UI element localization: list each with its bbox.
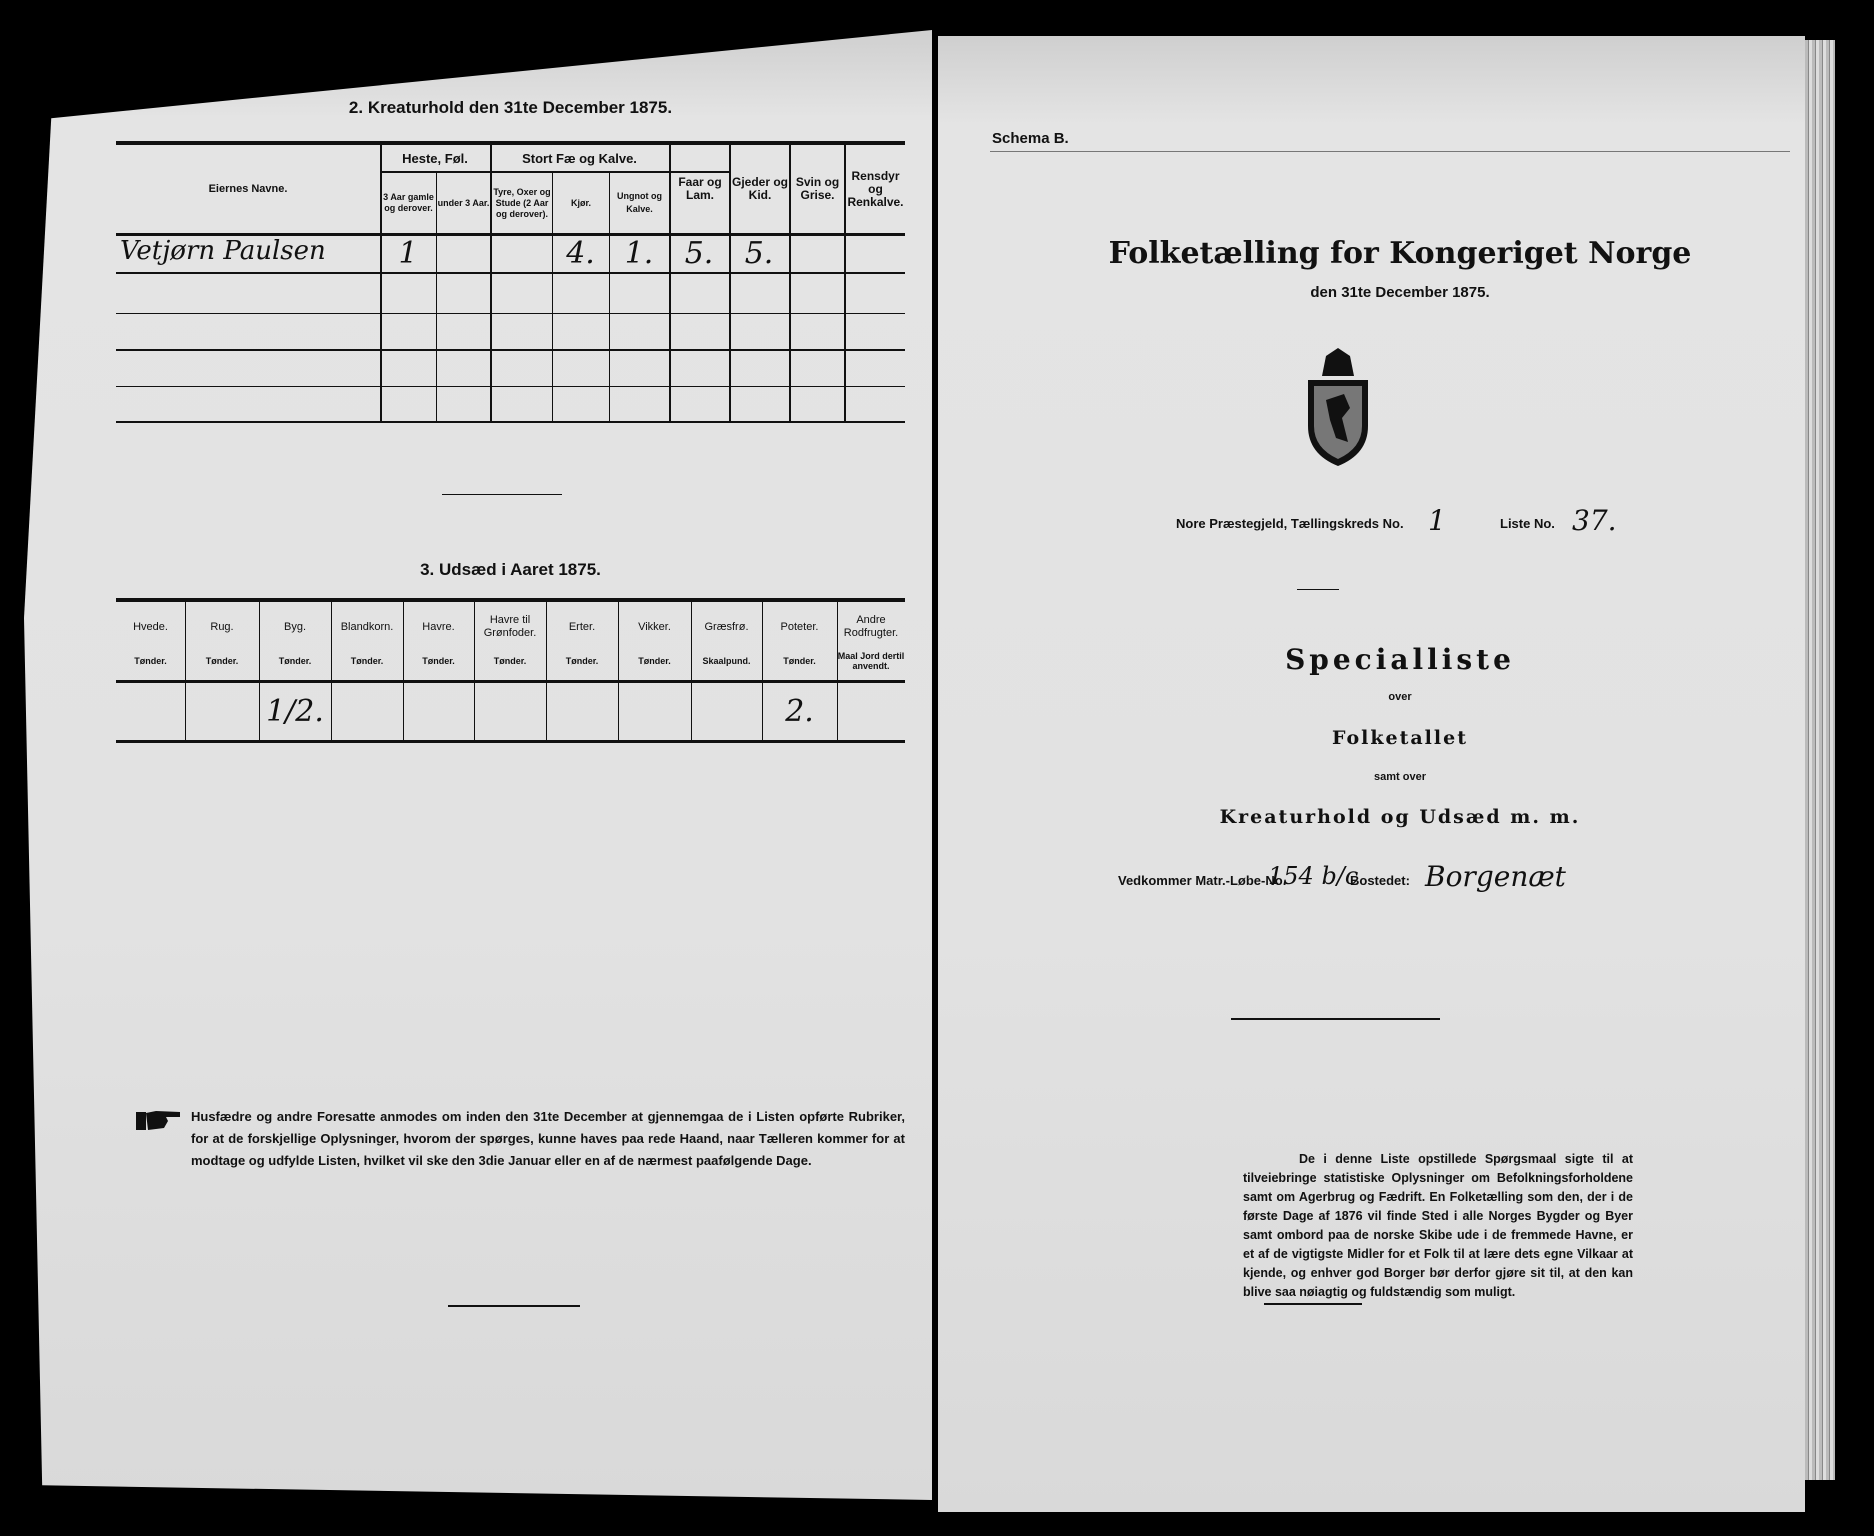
seed-column-name: Rug. [210, 620, 234, 633]
matr-no: 154 b/c [1268, 862, 1359, 890]
header-cows: Kjør. [570, 197, 591, 208]
seed-column-name: Vikker. [638, 620, 671, 633]
horses-old-value: 1 [398, 236, 418, 271]
info-paragraph: De i denne Liste opstillede Spørgsmaal sigte til at tilveiebringe statistiske Oplysninger om Befolkningsforholdene samt om Agerbrug og Fædrift. En Folketælling som den, der i de første Dage af 1876 vil finde Sted i alle Norges Bygder og Byer samt ombord paa de norske Skibe ude i de fremmede Havne, er et af de vigtigste Midler for et Folk til at lære dets egne Vilkaar at kjende, og enhver god Borger bør derfor gjøre sit til, at den kan blive saa nøiagtig og fuldstændig som muligt. [1243, 1152, 1633, 1299]
pointing-hand-icon [136, 1108, 182, 1132]
table-rule [116, 386, 905, 387]
folketallet-text: Folketallet [1332, 727, 1468, 749]
census-title: Folketælling for Kongeriget Norge [1108, 236, 1692, 271]
district-label: Nore Præstegjeld, Tællingskreds No. [1176, 516, 1404, 531]
sheep-value: 5. [684, 236, 714, 271]
divider [1231, 1018, 1440, 1020]
seed-column-name: Græsfrø. [704, 620, 749, 633]
seed-column-name: Poteter. [780, 620, 819, 633]
header-horses-old: 3 Aar gamle og derover. [383, 192, 434, 213]
goats-value: 5. [744, 236, 774, 271]
header-goats: Gjeder og Kid. [731, 175, 788, 202]
divider [1297, 589, 1339, 590]
seed-column-unit: Tønder. [638, 656, 671, 666]
table-rule [116, 598, 905, 602]
list-no: 37. [1572, 504, 1617, 537]
seed-column-unit: Tønder. [205, 656, 239, 666]
seed-column-unit: Skaalpund. [702, 656, 751, 666]
table-rule [116, 272, 905, 274]
seed-column-unit: Tønder. [134, 656, 167, 666]
young-cattle-value: 1. [624, 236, 654, 271]
notice-text: Husfædre og andre Foresatte anmodes om inden den 31te December at gjennemgaa de i Listen opførte Rubriker, for at de forskjellige Oplysninger, hvorom der spørges, kunne haves paa rede Haand, naar Tælleren kommer for at modtage og udfylde Listen, hvilket vil ske den 3die Januar eller en af de nærmest paafølgende Dage. [191, 1109, 905, 1168]
seed-column-name: Blandkorn. [340, 620, 394, 633]
list-label: Liste No. [1500, 516, 1555, 531]
bosted-label: Bostedet: [1350, 873, 1410, 888]
seed-column-unit: Tønder. [565, 656, 599, 666]
section3-title: 3. Udsæd i Aaret 1875. [420, 560, 601, 579]
coat-of-arms-icon [1300, 346, 1376, 468]
rule [990, 151, 1790, 152]
header-horses-young: under 3 Aar. [437, 197, 490, 208]
header-young-cattle: Ungnot og Kalve. [617, 191, 662, 214]
owner-name: Vetjørn Paulsen [120, 236, 326, 266]
header-cattle: Stort Fæ og Kalve. [522, 150, 637, 166]
section2-title: 2. Kreaturhold den 31te December 1875. [348, 98, 673, 117]
seed-column-unit: Maal Jord dertil anvendt. [837, 651, 905, 671]
header-horses: Heste, Føl. [402, 150, 468, 166]
divider [448, 1305, 580, 1307]
table-rule [116, 421, 905, 423]
seed-column-unit: Tønder. [493, 656, 527, 666]
header-reindeer: Rensdyr og Renkalve. [847, 168, 904, 209]
seed-column-unit: Tønder. [783, 656, 816, 666]
over-text: over [1388, 691, 1412, 703]
kreaturhold-text: Kreaturhold og Udsæd m. m. [1219, 806, 1581, 828]
seed-column-name: Hvede. [133, 620, 168, 633]
seed-column-name: Byg. [283, 620, 306, 633]
table-rule [116, 313, 905, 314]
page-stack-edge [1805, 40, 1835, 1480]
header-bulls: Tyre, Oxer og Stude (2 Aar og derover). [493, 186, 551, 219]
seed-column-name: Havre til Grønfoder. [483, 614, 537, 639]
table-rule [116, 349, 905, 351]
header-pigs: Svin og Grise. [795, 175, 840, 202]
seed-column-unit: Tønder. [278, 656, 312, 666]
seed-column-name: Erter. [568, 620, 596, 633]
district-no: 1 [1428, 504, 1446, 537]
table-rule [116, 740, 905, 743]
seed-column-name: Havre. [422, 620, 455, 633]
bosted-value: Borgenæt [1425, 860, 1566, 893]
seed-column-name: Andre Rodfrugter. [843, 614, 899, 639]
seed-column-unit: Tønder. [350, 656, 384, 666]
divider [1264, 1303, 1362, 1305]
matr-label: Vedkommer Matr.-Løbe-No. [1118, 873, 1287, 888]
schema-label: Schema B. [992, 130, 1069, 147]
samt-over-text: samt over [1374, 771, 1426, 783]
seed-column-unit: Tønder. [422, 656, 455, 666]
census-date: den 31te December 1875. [1310, 284, 1490, 301]
header-sheep: Faar og Lam. [678, 175, 722, 202]
divider [442, 494, 562, 495]
specialliste-heading: Specialliste [1285, 643, 1515, 676]
seed-column-value: 1/2. [266, 694, 324, 729]
header-owner: Eiernes Navne. [208, 182, 288, 195]
table-rule [116, 680, 905, 683]
cows-value: 4. [566, 236, 595, 271]
seed-column-value: 2. [785, 694, 814, 729]
